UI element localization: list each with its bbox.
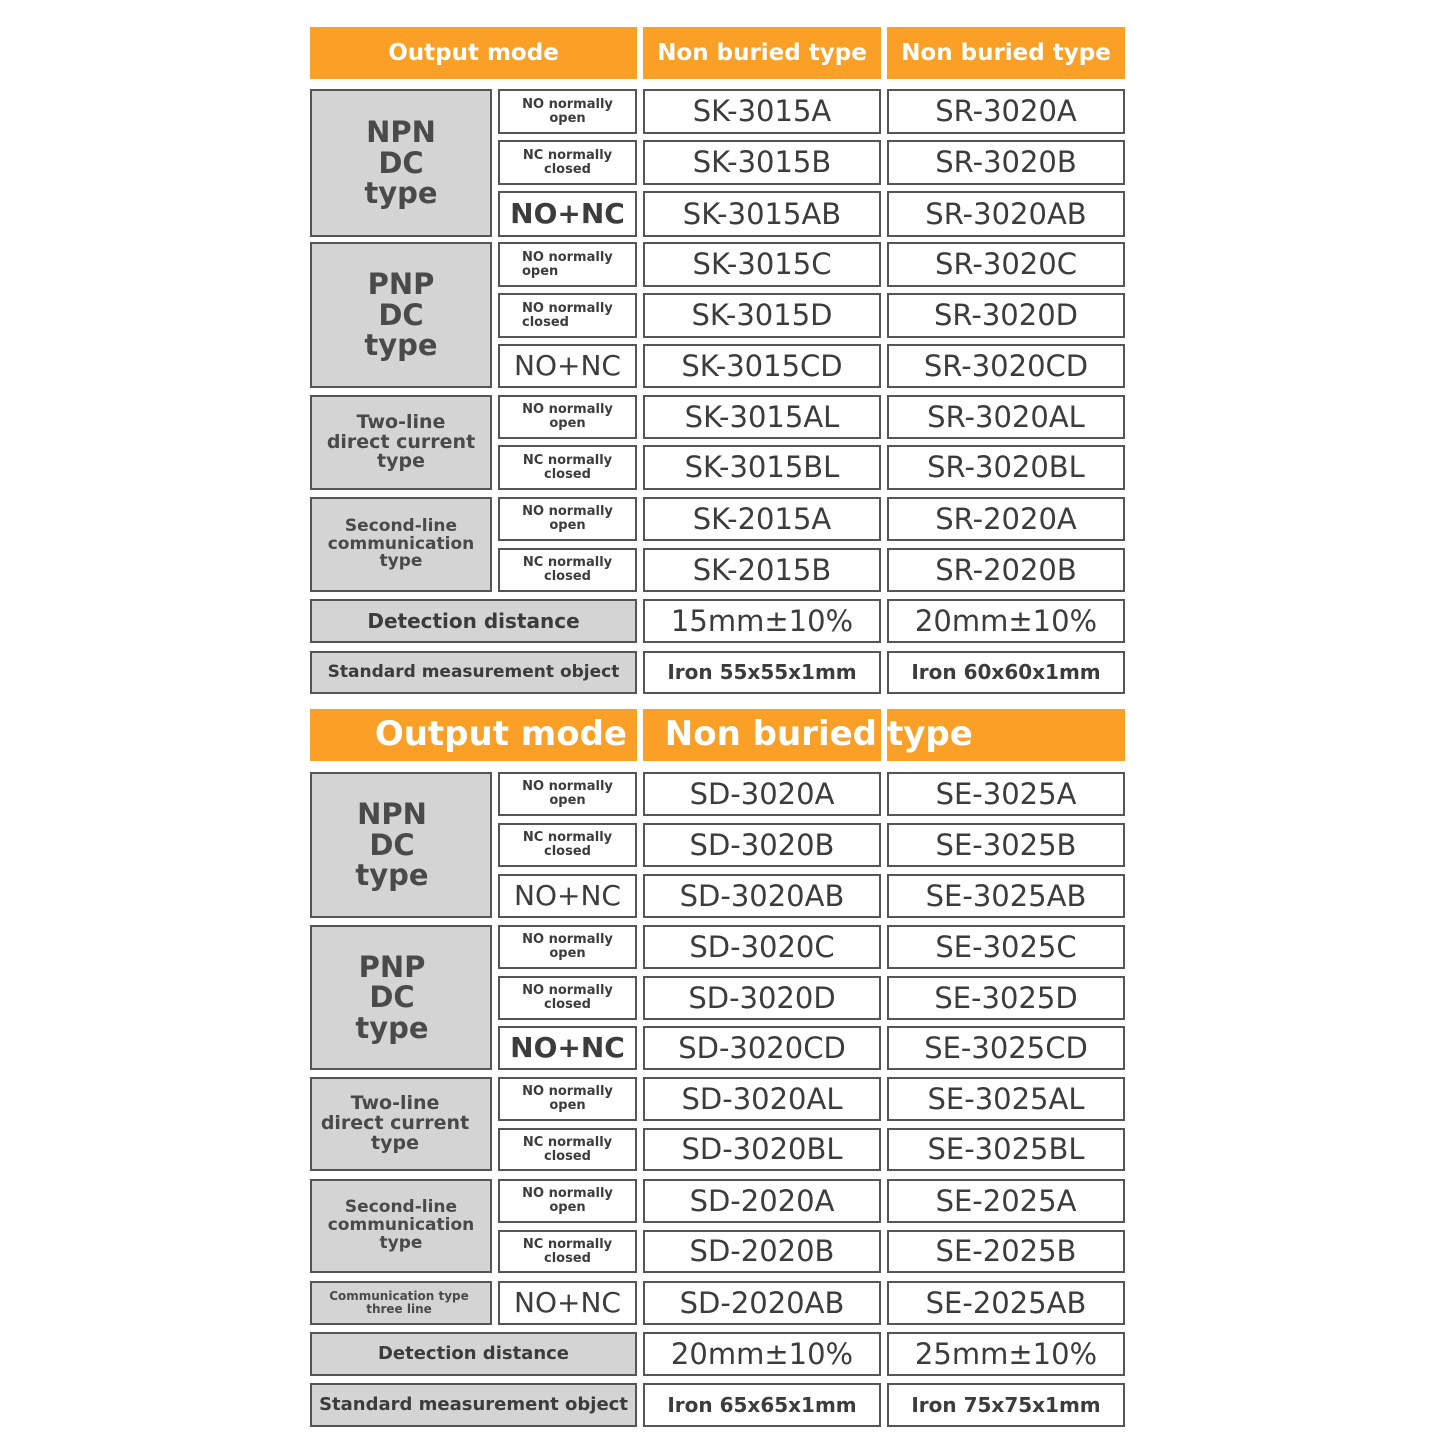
model-cell: SR-2020B: [887, 548, 1125, 592]
mode-cell: NO normally open: [498, 925, 637, 969]
model-cell: SK-3015BL: [643, 445, 881, 490]
group-two-line: [310, 1077, 492, 1171]
header-col1-label: Non buried: [664, 714, 877, 755]
group-three-line: [310, 1281, 492, 1325]
mode-cell: NO normally open: [498, 772, 637, 816]
detection-distance-value: 25mm±10%: [887, 1332, 1125, 1376]
mode-cell: NO+NC: [498, 1281, 637, 1325]
group-npn-dc: [310, 772, 492, 918]
mode-cell: NO normally open: [498, 1179, 637, 1223]
model-cell: SE-2025AB: [887, 1281, 1125, 1325]
mode-cell: NC normally closed: [498, 823, 637, 867]
detection-distance-value: 20mm±10%: [887, 599, 1125, 643]
mode-cell: NO normally closed: [498, 976, 637, 1020]
model-cell: SR-3020D: [887, 293, 1125, 338]
group-npn-dc-label: NPN DC type: [355, 797, 429, 893]
model-cell: SD-2020A: [643, 1179, 881, 1223]
group-two-line-label: Two-line direct current type: [320, 1092, 470, 1154]
model-cell: SD-3020B: [643, 823, 881, 867]
model-cell: SR-3020A: [887, 89, 1125, 134]
group-pnp-dc: [310, 242, 492, 388]
standard-object-label: Standard measurement object: [310, 651, 637, 694]
model-cell: SD-3020BL: [643, 1128, 881, 1171]
mode-cell: NO normally open: [498, 395, 637, 439]
group-two-line: [310, 395, 492, 490]
detection-distance-value: 15mm±10%: [643, 599, 881, 643]
mode-cell: NO+NC: [498, 874, 637, 918]
model-cell: SD-3020AB: [643, 874, 881, 918]
mode-cell: NO normally open: [498, 89, 637, 134]
group-pnp-dc-label: PNP DC type: [364, 267, 438, 363]
group-npn-dc: [310, 89, 492, 237]
standard-object-label: Standard measurement object: [310, 1383, 637, 1427]
mode-cell: NO+NC: [498, 191, 637, 237]
header-output-mode: [310, 709, 637, 761]
model-cell: SR-3020AL: [887, 395, 1125, 439]
group-two-line-label: Two-line direct current type: [326, 410, 476, 473]
detection-distance-label: Detection distance: [310, 1332, 637, 1376]
model-cell: SK-3015B: [643, 140, 881, 185]
model-cell: SK-3015CD: [643, 344, 881, 388]
group-three-line-label: Communication type three line: [329, 1289, 469, 1316]
model-cell: SD-2020AB: [643, 1281, 881, 1325]
model-cell: SE-3025BL: [887, 1128, 1125, 1171]
header-col2-label: type: [887, 714, 973, 755]
group-pnp-dc: [310, 925, 492, 1070]
detection-distance-value: 20mm±10%: [643, 1332, 881, 1376]
model-cell: SE-3025AB: [887, 874, 1125, 918]
model-cell: SE-3025CD: [887, 1026, 1125, 1070]
group-second-line: [310, 497, 492, 592]
model-cell: SR-3020CD: [887, 344, 1125, 388]
model-cell: SE-3025C: [887, 925, 1125, 969]
model-cell: SE-3025D: [887, 976, 1125, 1020]
mode-cell: NO+NC: [498, 344, 637, 388]
detection-distance-label: Detection distance: [310, 599, 637, 643]
model-cell: SK-3015AL: [643, 395, 881, 439]
standard-object-value: Iron 60x60x1mm: [887, 651, 1125, 694]
mode-cell: NC normally closed: [498, 1128, 637, 1171]
model-cell: SR-3020C: [887, 242, 1125, 287]
model-cell: SR-2020A: [887, 497, 1125, 541]
mode-cell: NO normally open: [498, 1077, 637, 1121]
mode-cell: NO+NC: [498, 1026, 637, 1070]
mode-cell: NO normally closed: [498, 293, 637, 338]
header-col2: [887, 709, 1125, 761]
model-cell: SE-3025AL: [887, 1077, 1125, 1121]
model-cell: SE-3025B: [887, 823, 1125, 867]
model-cell: SD-3020CD: [643, 1026, 881, 1070]
model-cell: SD-3020AL: [643, 1077, 881, 1121]
standard-object-value: Iron 65x65x1mm: [643, 1383, 881, 1427]
standard-object-value: Iron 55x55x1mm: [643, 651, 881, 694]
mode-cell: NC normally closed: [498, 1230, 637, 1273]
model-cell: SK-2015B: [643, 548, 881, 592]
header-col2: Non buried type: [887, 27, 1125, 79]
header-col1: Non buried type: [643, 27, 881, 79]
model-cell: SE-2025A: [887, 1179, 1125, 1223]
model-cell: SR-3020B: [887, 140, 1125, 185]
model-cell: SK-3015D: [643, 293, 881, 338]
model-cell: SR-3020BL: [887, 445, 1125, 490]
model-cell: SD-3020C: [643, 925, 881, 969]
group-npn-dc-label: NPN DC type: [364, 115, 438, 211]
model-cell: SD-2020B: [643, 1230, 881, 1273]
header-col1: [643, 709, 881, 761]
group-second-line-label: Second-line communication type: [327, 515, 475, 572]
mode-cell: NC normally closed: [498, 548, 637, 592]
mode-cell: NO normally open: [498, 242, 637, 287]
header-output-mode-label: Output mode: [374, 714, 627, 755]
header-output-mode: Output mode: [310, 27, 637, 79]
model-cell: SR-3020AB: [887, 191, 1125, 237]
model-cell: SE-2025B: [887, 1230, 1125, 1273]
model-cell: SE-3025A: [887, 772, 1125, 816]
model-cell: SD-3020D: [643, 976, 881, 1020]
group-pnp-dc-label: PNP DC type: [355, 949, 429, 1045]
model-cell: SD-3020A: [643, 772, 881, 816]
group-second-line-label: Second-line communication type: [327, 1197, 475, 1253]
mode-cell: NO normally open: [498, 497, 637, 541]
model-cell: SK-3015A: [643, 89, 881, 134]
model-cell: SK-2015A: [643, 497, 881, 541]
group-second-line: [310, 1179, 492, 1273]
model-cell: SK-3015C: [643, 242, 881, 287]
model-cell: SK-3015AB: [643, 191, 881, 237]
mode-cell: NC normally closed: [498, 140, 637, 185]
mode-cell: NC normally closed: [498, 445, 637, 490]
standard-object-value: Iron 75x75x1mm: [887, 1383, 1125, 1427]
